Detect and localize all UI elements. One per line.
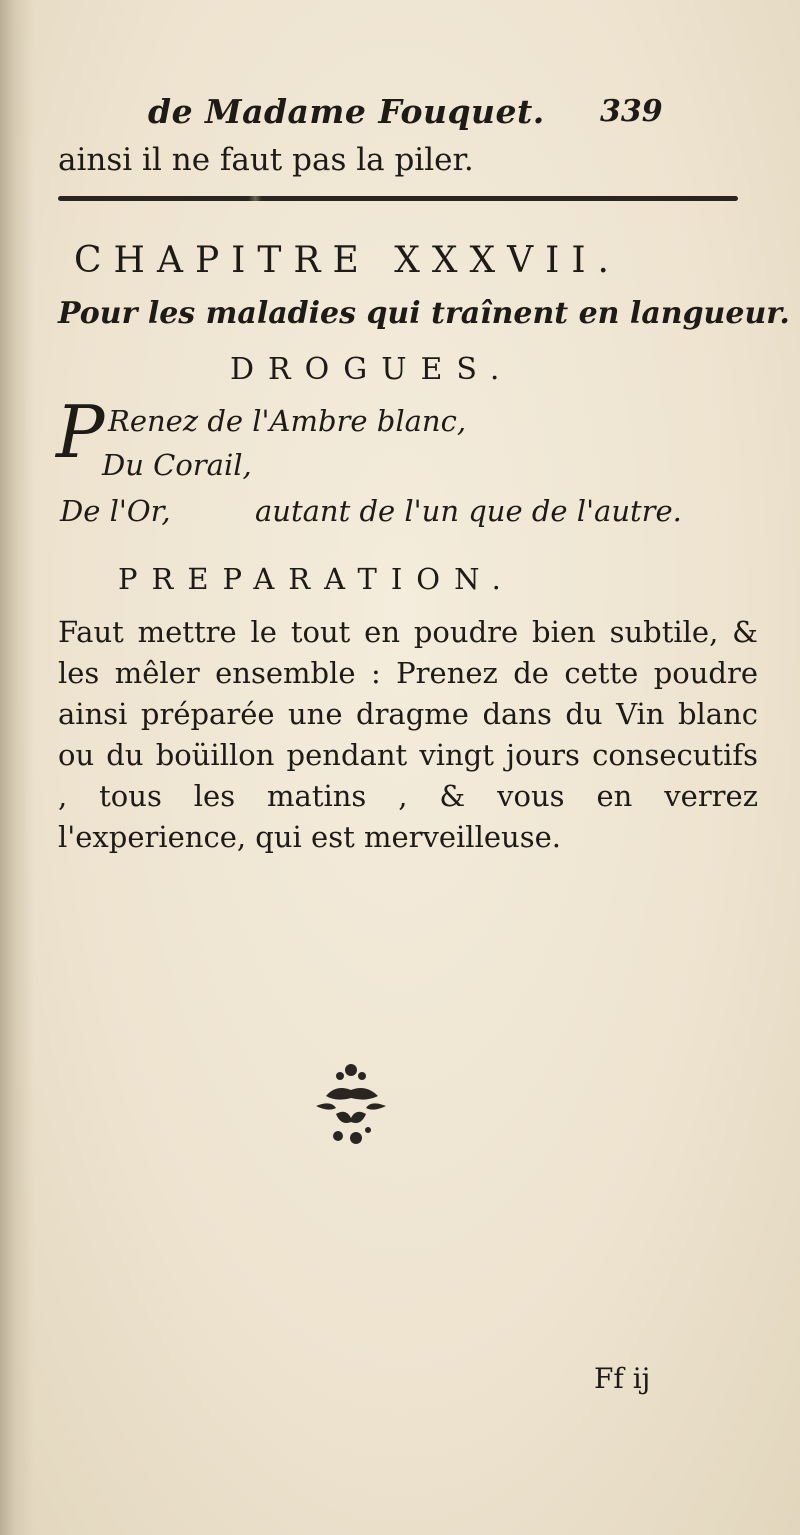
carried-over-line: ainsi il ne faut pas la piler.: [58, 142, 474, 178]
drop-cap: P: [56, 390, 105, 474]
ingredient-line-3: De l'Or,: [60, 494, 171, 528]
ingredient-quantity-note: autant de l'un que de l'autre.: [255, 494, 682, 528]
floral-ornament-icon: [306, 1056, 396, 1156]
ingredient-line-1: Renez de l'Ambre blanc,: [108, 404, 467, 438]
chapter-heading: CHAPITRE XXXVII.: [74, 240, 621, 281]
chapter-subtitle: Pour les maladies qui traînent en langueur.: [58, 296, 790, 331]
page-gutter-shadow: [0, 0, 34, 1535]
preparation-body-text: Faut mettre le tout en poudre bien subtile, & les mêler ensemble : Prenez de cette poudre ainsi préparée une dragme dans du Vin blanc ou du boüillon pendant vingt jours consecutifs , tous les matins , & vous en verrez l'experience, qui est merveilleuse.: [58, 615, 758, 854]
section-rule: [58, 196, 738, 201]
ingredient-line-2: Du Corail,: [102, 448, 252, 482]
preparation-heading: PREPARATION.: [118, 562, 515, 596]
running-header-title: de Madame Fouquet.: [148, 92, 545, 131]
signature-mark: Ff ij: [594, 1362, 651, 1395]
drogues-heading: DROGUES.: [230, 352, 514, 387]
page-number: 339: [600, 94, 663, 129]
